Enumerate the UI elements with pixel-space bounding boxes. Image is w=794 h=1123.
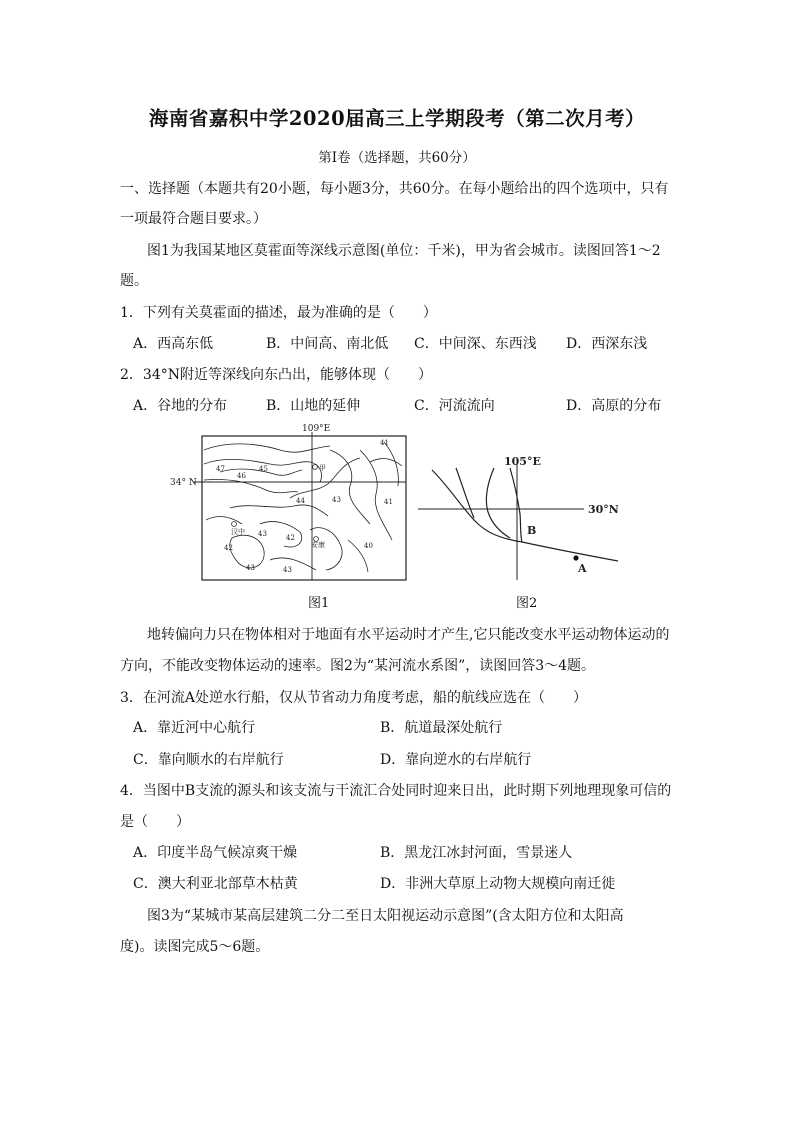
figure-1-moho-contour-map: [170, 420, 410, 585]
contour-label: 40: [364, 542, 373, 550]
question-2-option-a: A．谷地的分布: [133, 398, 228, 414]
contour-label: 45: [259, 465, 268, 473]
figure-2-point-b-label: B: [527, 524, 537, 537]
question-4-option-a: A．印度半岛气候凉爽干燥: [133, 845, 298, 861]
page-title: 海南省嘉积中学2020届高三上学期段考（第二次月考）: [148, 107, 646, 130]
contour-label: 41: [384, 498, 393, 506]
contour-label: 44: [296, 497, 305, 505]
question-2-option-d: D．高原的分布: [566, 398, 662, 414]
figure-2-river-system: [410, 448, 640, 583]
figure-2-parallel-label: 30°N: [588, 503, 619, 516]
instructions-line-2: 一项最符合题目要求。）: [120, 211, 267, 227]
question-2-option-c: C．河流流向: [414, 398, 495, 414]
contour-label: 43: [258, 530, 267, 538]
contour-label: 42: [224, 544, 233, 552]
passage-1-line-2: 题。: [120, 273, 148, 289]
question-1-option-b: B．中间高、南北低: [266, 336, 389, 352]
question-2-option-b: B．山地的延伸: [266, 398, 361, 414]
question-4-option-d: D．非洲大草原上动物大规模向南迁徙: [380, 876, 616, 892]
question-2-stem: 2．34°N附近等深线向东凸出，能够体现（ ）: [120, 367, 432, 383]
contour-label: 43: [283, 566, 292, 574]
city-label-hanzhong: 汉中: [231, 528, 245, 536]
passage-2-line-2: 方向，不能改变物体运动的速率。图2为“某河流水系图”，读图回答3～4题。: [120, 658, 596, 674]
contour-label: 41: [380, 439, 389, 447]
question-1-option-c: C．中间深、东西浅: [414, 336, 537, 352]
contour-label: 47: [216, 465, 225, 473]
question-1-stem: 1．下列有关莫霍面的描述，最为准确的是（ ）: [120, 305, 437, 321]
question-4-option-b: B．黑龙江冰封河面，雪景迷人: [380, 845, 573, 861]
question-3-option-d: D．靠向逆水的右岸航行: [380, 752, 532, 768]
instructions-line-1: 一、选择题（本题共有20小题，每小题3分，共60分。在每小题给出的四个选项中，只有: [120, 181, 669, 197]
figure-2-caption: 图2: [516, 596, 538, 611]
figure-2-meridian-label: 105°E: [504, 455, 541, 468]
passage-3-line-1: 图3为“某城市某高层建筑二分二至日太阳视运动示意图”(含太阳方位和太阳高: [147, 908, 624, 924]
city-label-ankang: 安康: [311, 541, 325, 549]
question-3-option-c: C．靠向顺水的右岸航行: [133, 752, 284, 768]
figure-1-caption: 图1: [308, 596, 330, 611]
section-subtitle: 第Ⅰ卷（选择题，共60分）: [318, 150, 476, 166]
question-4-stem-line-1: 4．当图中B支流的源头和该支流与干流汇合处同时迎来日出，此时期下列地理现象可信的: [120, 783, 672, 799]
passage-3-line-2: 度)。读图完成5～6题。: [120, 939, 270, 955]
passage-1-line-1: 图1为我国某地区莫霍面等深线示意图(单位：千米)，甲为省会城市。读图回答1～2: [147, 243, 661, 259]
contour-label: 43: [246, 564, 255, 572]
question-4-option-c: C．澳大利亚北部草木枯黄: [133, 876, 298, 892]
question-4-stem-line-2: 是（ ）: [120, 814, 190, 830]
question-3-option-b: B．航道最深处航行: [380, 720, 503, 736]
question-1-option-d: D．西深东浅: [566, 336, 648, 352]
contour-label: 46: [237, 472, 246, 480]
contour-label: 42: [286, 534, 295, 542]
question-3-stem: 3．在河流A处逆水行船，仅从节省动力角度考虑，船的航线应选在（ ）: [120, 690, 588, 706]
question-1-option-a: A．西高东低: [133, 336, 214, 352]
question-3-option-a: A．靠近河中心航行: [133, 720, 256, 736]
figure-1-parallel-label: 34° N: [170, 478, 197, 488]
figure-2-point-a-label: A: [578, 562, 587, 575]
contour-label: 43: [332, 496, 341, 504]
city-label-jia: 甲: [319, 464, 326, 472]
passage-2-line-1: 地转偏向力只在物体相对于地面有水平运动时才产生,它只能改变水平运动物体运动的: [147, 627, 670, 643]
figure-1-meridian-label: 109°E: [302, 424, 331, 434]
